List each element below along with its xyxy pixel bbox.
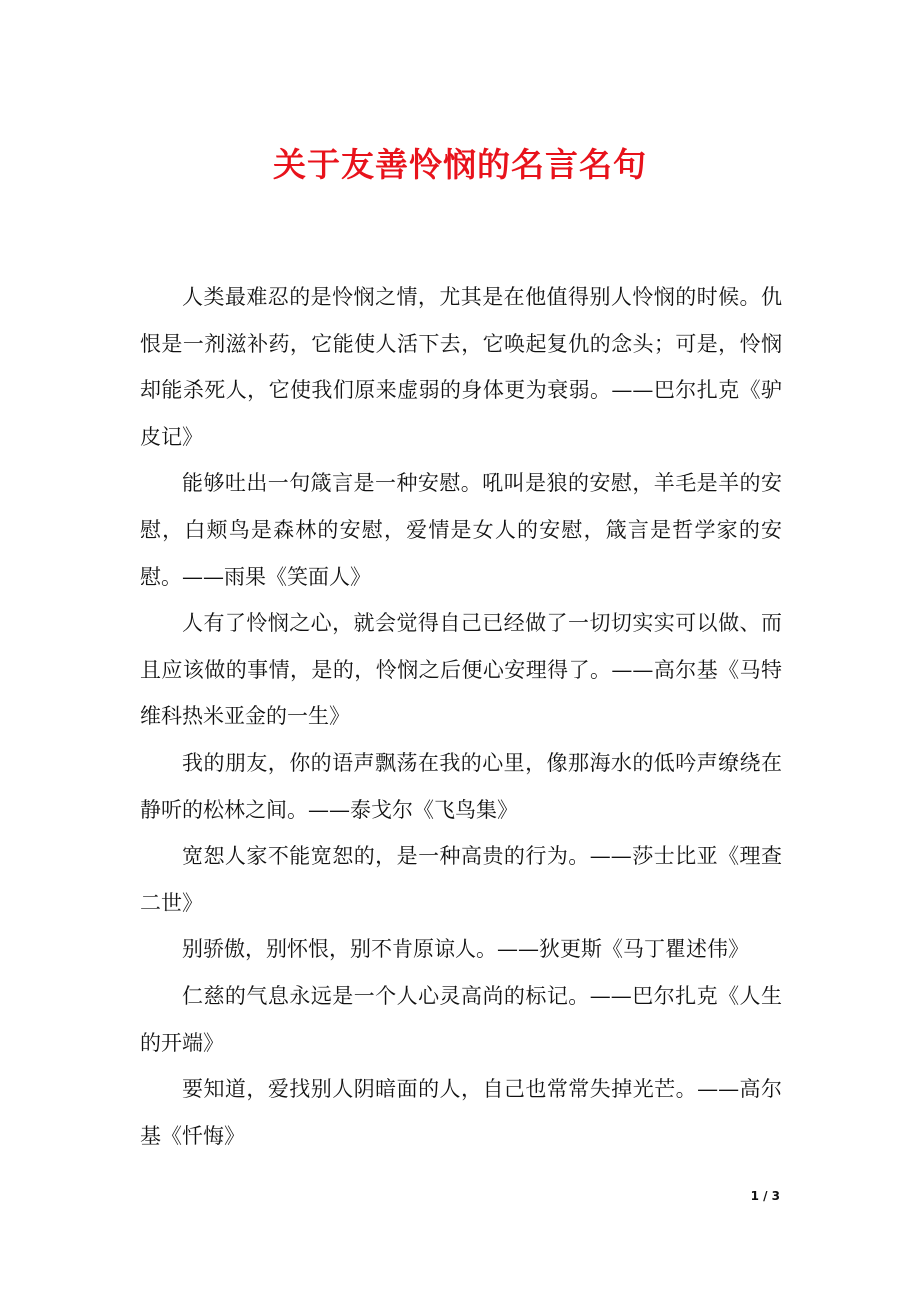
quote-paragraph: 人类最难忍的是怜悯之情，尤其是在他值得别人怜悯的时候。仇恨是一剂滋补药，它能使人活下去，它唤起复仇的念头；可是，怜悯却能杀死人，它使我们原来虚弱的身体更为衰弱。——巴尔扎克《驴皮记》	[140, 285, 782, 449]
quote-paragraph: 宽恕人家不能宽恕的，是一种高贵的行为。——莎士比亚《理查二世》	[140, 844, 782, 915]
quote-paragraph: 别骄傲，别怀恨，别不肯原谅人。——狄更斯《马丁瞿述伟》	[182, 937, 749, 962]
quote-paragraph: 能够吐出一句箴言是一种安慰。吼叫是狼的安慰，羊毛是羊的安慰，白颊鸟是森林的安慰，爱情是女人的安慰，箴言是哲学家的安慰。——雨果《笑面人》	[140, 471, 782, 589]
document-title: 关于友善怜悯的名言名句	[273, 145, 647, 184]
quote-paragraph: 我的朋友，你的语声飘荡在我的心里，像那海水的低吟声缭绕在静听的松林之间。——泰戈尔《飞鸟集》	[140, 750, 782, 822]
quote-paragraph: 人有了怜悯之心，就会觉得自己已经做了一切切实实可以做、而且应该做的事情，是的，怜悯之后便心安理得了。——高尔基《马特维科热米亚金的一生》	[140, 611, 782, 729]
quote-paragraph: 要知道，爱找别人阴暗面的人，自己也常常失掉光芒。——高尔基《忏悔》	[140, 1077, 782, 1148]
document-body	[140, 274, 782, 1159]
page-number: 1 / 3	[750, 1189, 780, 1203]
quote-paragraph: 仁慈的气息永远是一个人心灵高尚的标记。——巴尔扎克《人生的开端》	[140, 983, 782, 1055]
